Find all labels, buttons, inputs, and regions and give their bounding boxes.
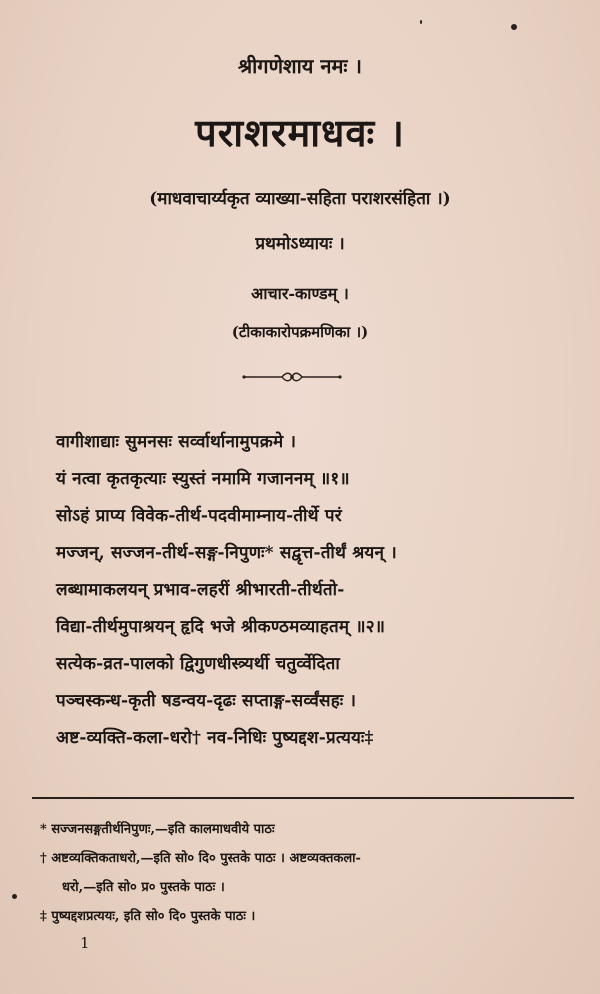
verse-block: [56, 424, 576, 757]
footnote-line: धरो,—इति सो० प्र० पुस्तके पाठः ।: [62, 880, 225, 895]
chapter-heading: प्रथमोऽध्यायः ।: [255, 234, 345, 254]
page-number: 1: [80, 934, 90, 952]
verse-line: सोऽहं प्राप्य विवेक-तीर्थ-पदवीमाम्नाय-तीर्थे परं: [56, 506, 342, 526]
section-heading: आचार-काण्डम् ।: [251, 284, 349, 303]
book-subtitle: (माधवाचार्य्यकृत व्याख्या-सहिता पराशरसंहिता ।): [149, 189, 451, 209]
verse-line: सत्येक-व्रत-पालको द्विगुणधीस्त्र्यर्थी चतुर्व्वेदिता: [56, 654, 340, 674]
verse-line: वागीशाद्याः सुमनसः सर्व्वार्थानामुपक्रमे ।: [56, 432, 297, 452]
footnote-block: [40, 815, 585, 931]
ornament-divider: [242, 370, 342, 384]
verse-line: मज्जन्, सज्जन-तीर्थ-सङ्ग-निपुणः* सद्वृत्त-तीर्थं श्रयन् ।: [56, 543, 397, 563]
verse-line: लब्धामाकलयन् प्रभाव-लहरीं श्रीभारती-तीर्थतो-: [56, 580, 345, 600]
verse-line: यं नत्वा कृतकृत्याः स्युस्तं नमामि गजाननम् ॥१॥: [56, 469, 350, 489]
verse-line: विद्या-तीर्थमुपाश्रयन् हृदि भजे श्रीकण्ठमव्याहतम् ॥२॥: [56, 617, 386, 637]
ink-speck: [12, 894, 17, 899]
footnote-line: * सज्जनसङ्गतीर्थनिपुणः,—इति कालमाधवीये पाठः: [40, 822, 275, 837]
intro-heading: (टीकाकारोपक्रमणिका ।): [231, 323, 369, 341]
verse-line: अष्ट-व्यक्ति-कला-धरो† नव-निधिः पुष्यद्दश-प्रत्ययः‡: [56, 728, 374, 748]
invocation-line: श्रीगणेशाय नमः ।: [237, 54, 363, 78]
footnote-divider: [32, 797, 574, 799]
footnote-line: † अष्टव्यक्तिकताधरो,—इति सो० दि० पुस्तके पाठः । अष्टव्यक्तकला-: [40, 851, 361, 866]
ink-speck: [420, 20, 422, 24]
footnote-line: ‡ पुष्यद्दशप्रत्ययः, इति सो० दि० पुस्तके पाठः ।: [40, 909, 256, 924]
ink-speck: [511, 24, 517, 30]
book-title: पराशरमाधवः ।: [195, 110, 405, 155]
verse-line: पञ्चस्कन्ध-कृती षडन्वय-दृढः सप्ताङ्ग-सर्व्वंसहः ।: [56, 691, 357, 711]
